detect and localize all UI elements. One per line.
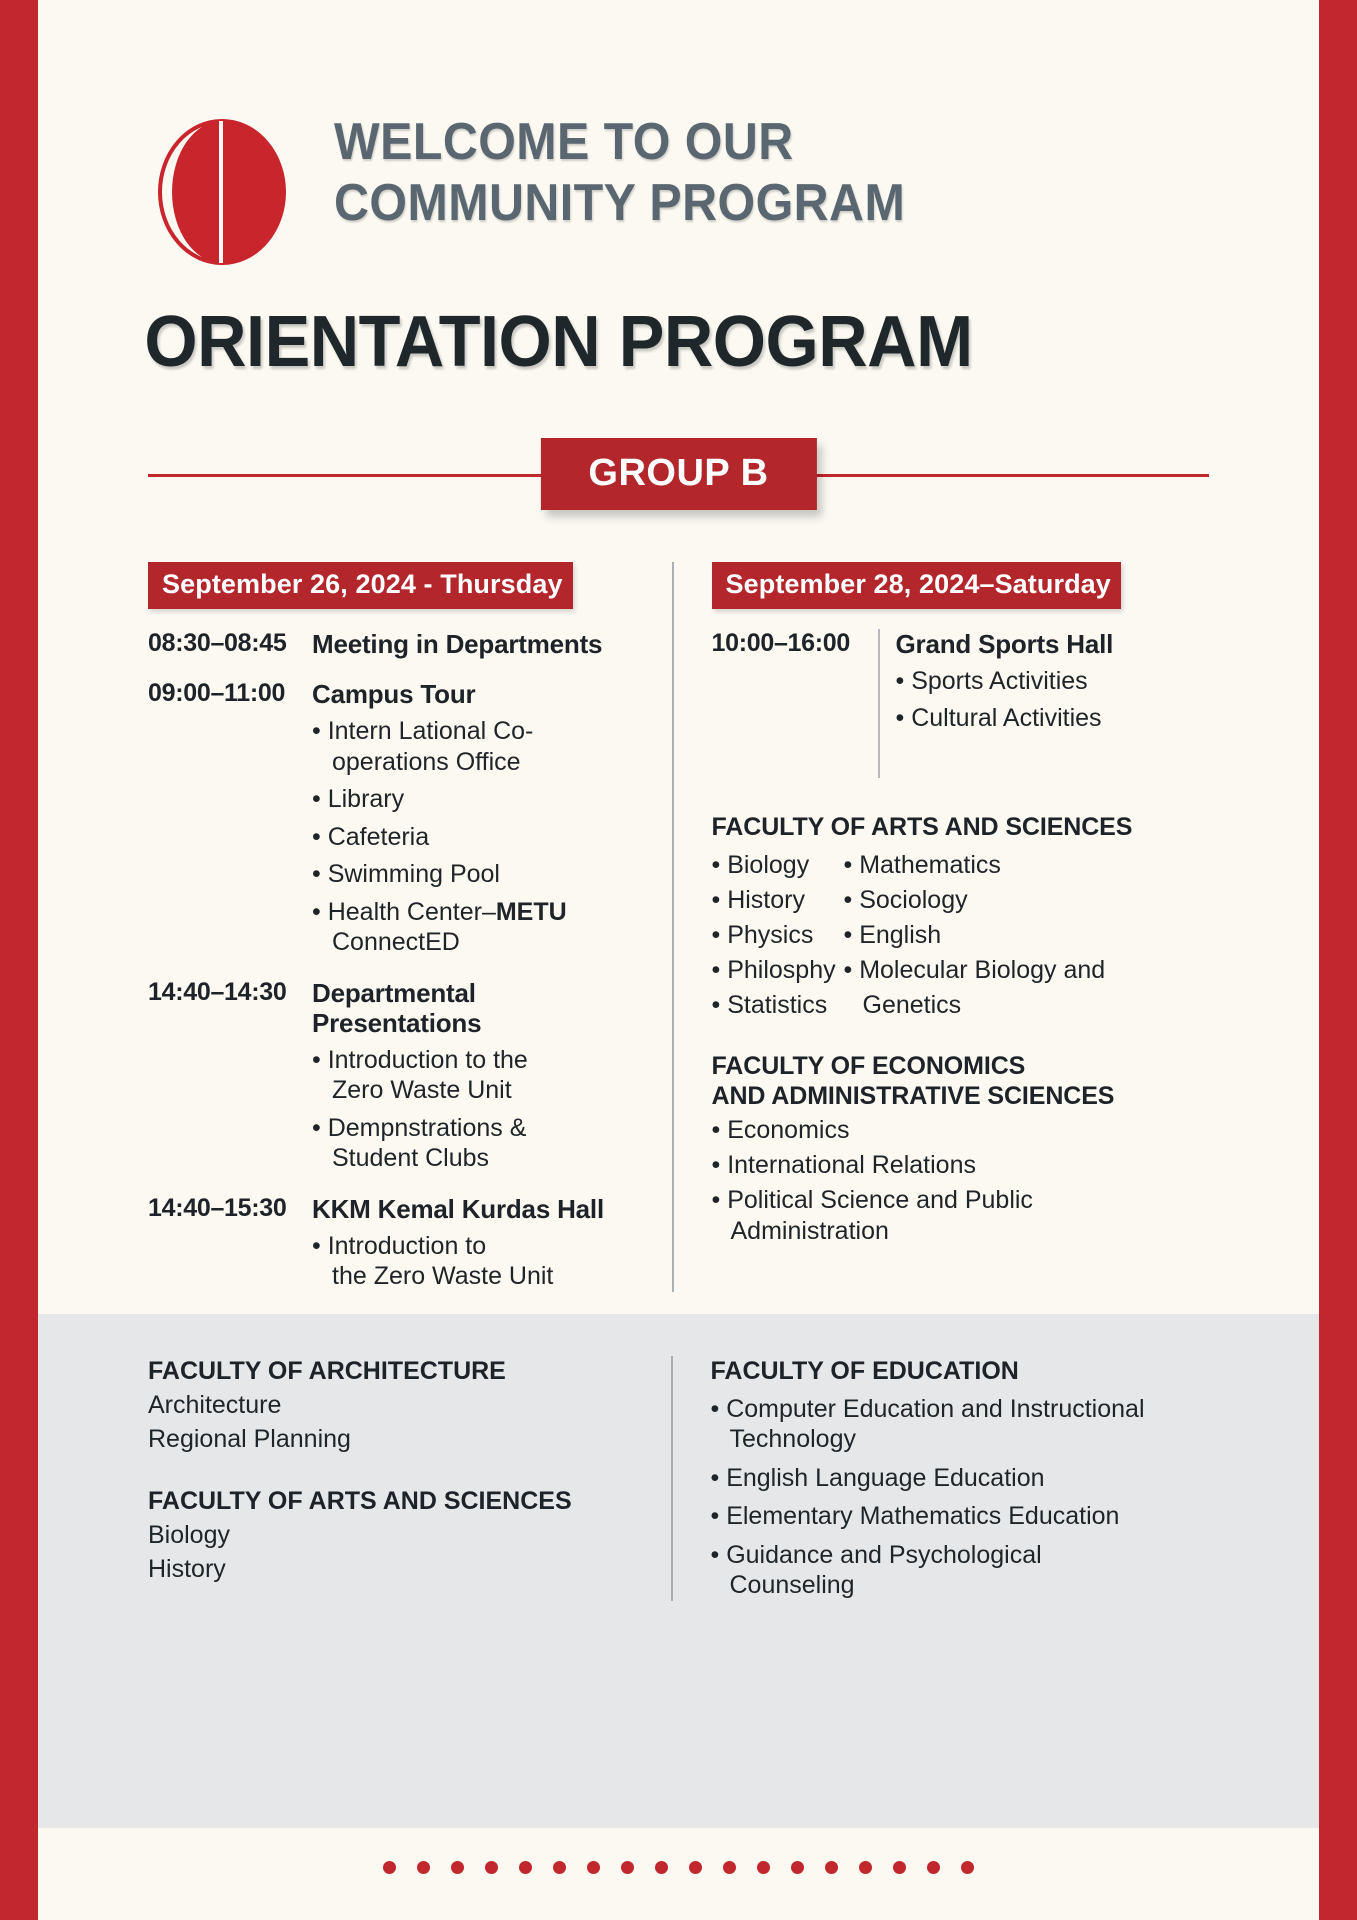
list-item: • Swimming Pool (312, 859, 646, 890)
slot-body (300, 629, 646, 659)
faculty-heading: FACULTY OF ARTS AND SCIENCES (711, 812, 1133, 841)
faculty-education-list (711, 1394, 1210, 1601)
group-badge: GROUP B (540, 438, 816, 510)
date-header-thursday: September 26, 2024 - Thursday (148, 562, 573, 609)
footer-dot (689, 1861, 702, 1874)
faculty-education-heading: FACULTY OF EDUCATION (710, 1356, 1019, 1385)
list-item: • Library (312, 784, 646, 815)
right-red-border (1319, 0, 1357, 1920)
left-red-border (0, 0, 38, 1920)
faculty-architecture-list (148, 1388, 647, 1456)
list-item: Regional Planning (148, 1424, 351, 1453)
slot-sub-items (312, 1231, 646, 1292)
footer-dot (655, 1861, 668, 1874)
welcome-line-2: COMMUNITY PROGRAM (334, 174, 906, 233)
list-item-line: Introduction to (327, 1231, 487, 1260)
schedule-slot (148, 978, 646, 1174)
footer-dot (927, 1861, 940, 1874)
page-title: ORIENTATION PROGRAM (144, 302, 973, 382)
list-item-line: Dempnstrations & (327, 1113, 527, 1142)
footer-dot (417, 1861, 430, 1874)
list-item: • Sociology (844, 885, 1210, 916)
date-header-saturday: September 28, 2024–Saturday (712, 562, 1121, 609)
list-item: • Molecular Biology and (844, 955, 1210, 986)
footer-strip (38, 1828, 1319, 1920)
footer-dot (621, 1861, 634, 1874)
decorative-dots (38, 1861, 1319, 1874)
slot-sub-items (896, 666, 1210, 734)
list-item (711, 1394, 1210, 1455)
list-item: • Economics (712, 1115, 1210, 1146)
list-item-line: the Zero Waste Unit (332, 1262, 554, 1291)
list-item: • Mathematics (844, 850, 1210, 881)
metu-logo-icon (148, 118, 296, 266)
poster-header (38, 0, 1319, 516)
slot-body (300, 978, 646, 1174)
slot-title: Campus Tour (312, 678, 476, 709)
list-item: • Cultural Activities (896, 703, 1210, 734)
grey-column-right (671, 1356, 1210, 1601)
grey-columns (38, 1314, 1319, 1601)
slot-body (878, 629, 1210, 778)
slot-sub-items (312, 1045, 646, 1174)
footer-dot (723, 1861, 736, 1874)
slot-time: 09:00–11:00 (148, 678, 286, 707)
list-item-line: operations Office (332, 747, 521, 776)
list-item: History (148, 1554, 226, 1583)
list-item-line: Zero Waste Unit (332, 1076, 512, 1105)
list-item (711, 1540, 1210, 1601)
footer-dot (791, 1861, 804, 1874)
slot-title: Departmental Presentations (312, 977, 482, 1038)
list-item: • History (712, 885, 844, 916)
list-item: Biology (148, 1520, 230, 1549)
list-item: • Sports Activities (896, 666, 1210, 697)
list-item: • Biology (712, 850, 844, 881)
faculty-architecture-heading: FACULTY OF ARCHITECTURE (148, 1356, 506, 1385)
faculty-arts-list (712, 846, 1210, 1021)
list-item (312, 1113, 646, 1174)
grey-faculty-section (38, 1314, 1319, 1828)
footer-dot (893, 1861, 906, 1874)
footer-dot (825, 1861, 838, 1874)
list-item (312, 1231, 646, 1292)
slot-body (300, 1194, 646, 1292)
faculty-arts-col2 (844, 846, 1210, 1021)
faculty-econ-block (712, 1051, 1210, 1247)
list-item: • Elementary Mathematics Education (711, 1501, 1210, 1532)
list-item-line: Intern Lational Co- (327, 717, 534, 745)
schedule-columns (38, 516, 1319, 1292)
list-item-line: Student Clubs (332, 1144, 490, 1173)
list-item-continuation: Genetics (862, 990, 962, 1019)
footer-dot (519, 1861, 532, 1874)
welcome-heading (334, 112, 905, 235)
list-item: • English Language Education (711, 1463, 1210, 1494)
column-thursday (148, 562, 672, 1292)
list-item-line: Computer Education and Instructional (726, 1394, 1145, 1423)
list-item: • Cafeteria (312, 822, 646, 853)
faculty-heading-line1: FACULTY OF ECONOMICS (711, 1051, 1026, 1080)
faculty-arts-grey-block (148, 1486, 647, 1586)
footer-dot (757, 1861, 770, 1874)
list-item-line: Counseling (729, 1571, 855, 1600)
poster-inner (38, 0, 1319, 1920)
list-item: • Physics (712, 920, 844, 951)
list-item: Architecture (148, 1390, 282, 1419)
footer-dot (961, 1861, 974, 1874)
list-item: • English (844, 920, 1210, 951)
footer-dot (859, 1861, 872, 1874)
slot-title: KKM Kemal Kurdas Hall (312, 1193, 604, 1224)
list-item-line: Administration (730, 1216, 889, 1245)
footer-dot (383, 1861, 396, 1874)
faculty-econ-list (712, 1115, 1210, 1247)
list-item-line: Political Science and Public (727, 1185, 1033, 1214)
footer-dot (451, 1861, 464, 1874)
slot-time: 14:40–15:30 (148, 1193, 287, 1222)
list-item-line: Health Center– (327, 897, 496, 926)
list-item: • Statistics (712, 990, 844, 1021)
list-item (312, 897, 646, 958)
faculty-heading-line2: AND ADMINISTRATIVE SCIENCES (711, 1081, 1115, 1110)
grey-column-left (148, 1356, 671, 1601)
metu-emphasis: METU (495, 897, 567, 926)
footer-dot (553, 1861, 566, 1874)
footer-dot (587, 1861, 600, 1874)
slot-body (300, 679, 646, 958)
faculty-arts-block (712, 812, 1210, 1021)
list-item-line: ConnectED (332, 928, 460, 956)
slot-sub-items (312, 716, 646, 958)
faculty-arts-grey-list (148, 1518, 647, 1586)
footer-dot (485, 1861, 498, 1874)
slot-title: Meeting in Departments (312, 628, 603, 659)
schedule-slot (148, 1194, 646, 1292)
list-item: • International Relations (712, 1150, 1210, 1181)
schedule-slot (148, 679, 646, 958)
list-item-line: Guidance and Psychological (726, 1540, 1042, 1569)
list-item (712, 1185, 1210, 1247)
list-item (312, 1045, 646, 1106)
list-item-line: Introduction to the (327, 1045, 528, 1074)
slot-time: 10:00–16:00 (711, 628, 850, 657)
schedule-slot (148, 629, 646, 659)
group-band (38, 432, 1319, 516)
column-saturday (672, 562, 1210, 1292)
brand-row (38, 112, 1319, 266)
list-item: • Philosphy (712, 955, 844, 986)
list-item (312, 716, 646, 777)
slot-time: 14:40–14:30 (148, 977, 287, 1006)
slot-time: 08:30–08:45 (148, 628, 287, 657)
faculty-arts-grey-heading: FACULTY OF ARTS AND SCIENCES (148, 1486, 572, 1515)
faculty-arts-col1 (712, 846, 844, 1021)
schedule-slot (712, 629, 1210, 778)
list-item-line: Technology (729, 1425, 856, 1454)
welcome-line-1: WELCOME TO OUR (334, 113, 794, 171)
slot-title: Grand Sports Hall (895, 628, 1114, 659)
